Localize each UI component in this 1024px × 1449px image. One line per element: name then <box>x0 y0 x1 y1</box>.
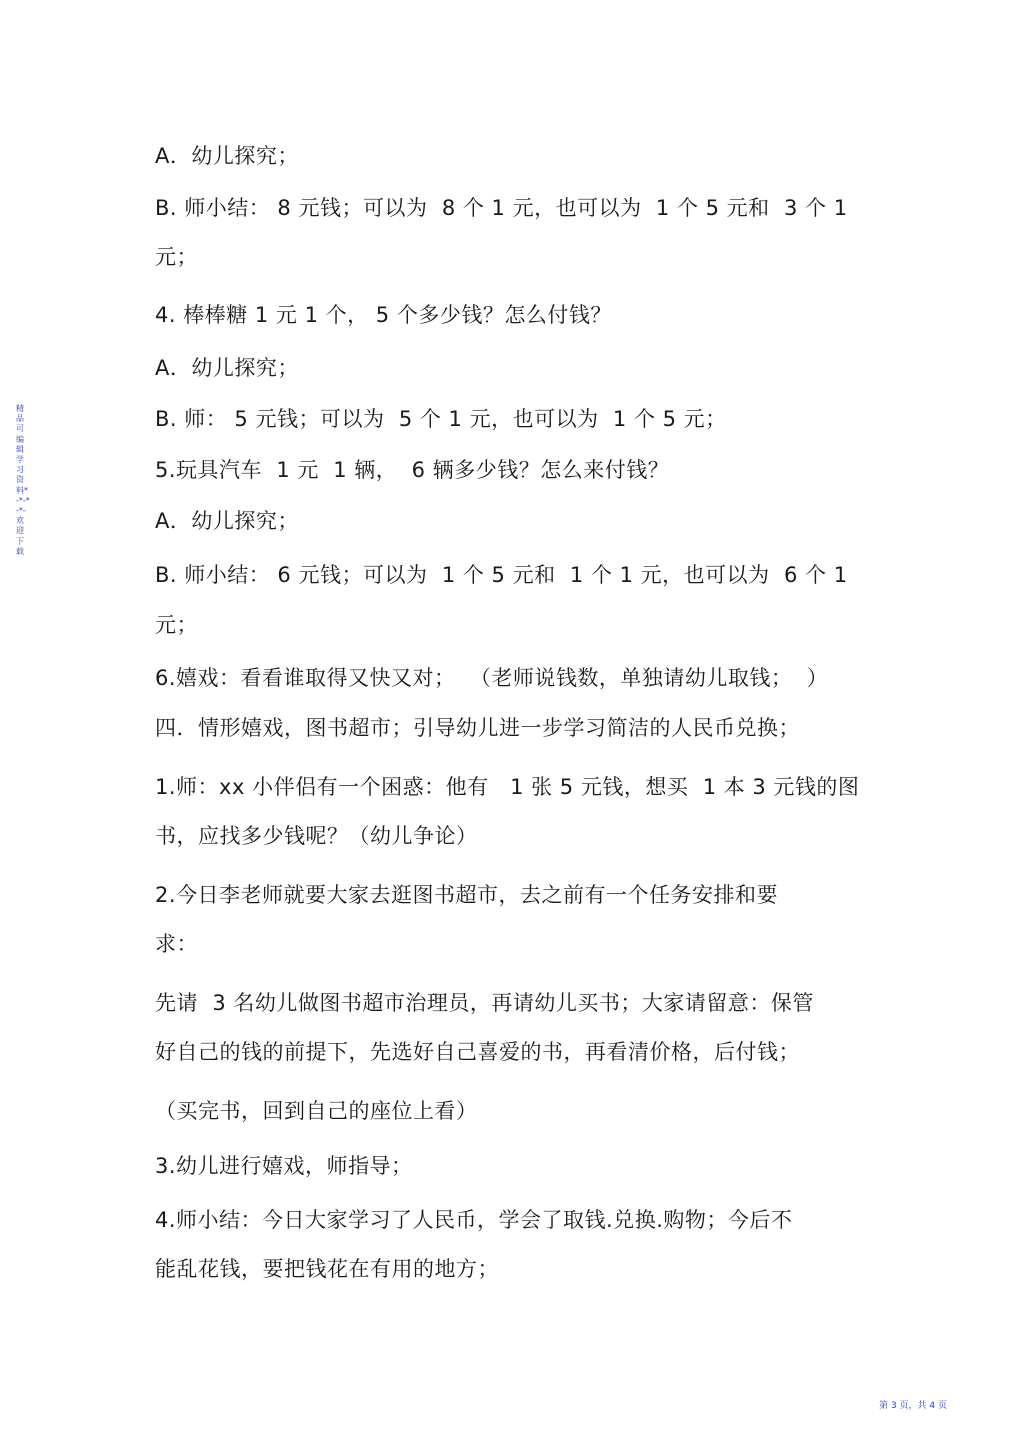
text-line: 4. 棒棒糖 1 元 1 个， 5 个多少钱？怎么付钱？ <box>155 303 612 327</box>
text-line: 2.今日李老师就要大家去逛图书超市，去之前有一个任务安排和要 <box>155 883 779 907</box>
text-line: 5.玩具汽车 1 元 1 辆， 6 辆多少钱？怎么来付钱？ <box>155 458 670 482</box>
side-watermark: 精品可编辑学习资料*-*-*-*-欢迎下载 <box>16 404 30 556</box>
text-line: 能乱花钱，要把钱花在有用的地方； <box>155 1257 499 1281</box>
text-line: A．幼儿探究； <box>155 509 299 533</box>
text-line: B. 师： 5 元钱；可以为 5 个 1 元，也可以为 1 个 5 元； <box>155 407 727 431</box>
page-number: 第 3 页，共 4 页 <box>879 1401 947 1411</box>
text-line: 6.嬉戏：看看谁取得又快又对； （老师说钱数，单独请幼儿取钱； ） <box>155 666 829 690</box>
text-line: （买完书，回到自己的座位上看） <box>155 1099 478 1123</box>
text-line: B. 师小结： 8 元钱；可以为 8 个 1 元，也可以为 1 个 5 元和 3 个 1 <box>155 196 848 220</box>
text-line: 求： <box>155 932 198 956</box>
text-line: B. 师小结： 6 元钱；可以为 1 个 5 元和 1 个 1 元，也可以为 6 个 1 <box>155 563 848 587</box>
text-line: 3.幼儿进行嬉戏，师指导； <box>155 1154 413 1178</box>
text-line: 书，应找多少钱呢？（幼儿争论） <box>155 824 478 848</box>
text-line: 元； <box>155 245 198 269</box>
text-line: 1.师：xx 小伴侣有一个困惑：他有 1 张 5 元钱，想买 1 本 3 元钱的图 <box>155 775 860 799</box>
text-line: 先请 3 名幼儿做图书超市治理员，再请幼儿买书；大家请留意：保管 <box>155 991 814 1015</box>
text-line: A．幼儿探究； <box>155 356 299 380</box>
text-line: 4.师小结：今日大家学习了人民币，学会了取钱.兑换.购物；今后不 <box>155 1208 793 1232</box>
text-line: A．幼儿探究； <box>155 144 299 168</box>
text-line: 元； <box>155 613 198 637</box>
text-line: 好自己的钱的前提下，先选好自己喜爱的书，再看清价格，后付钱； <box>155 1040 800 1064</box>
text-line: 四．情形嬉戏，图书超市；引导幼儿进一步学习简洁的人民币兑换； <box>155 716 800 740</box>
